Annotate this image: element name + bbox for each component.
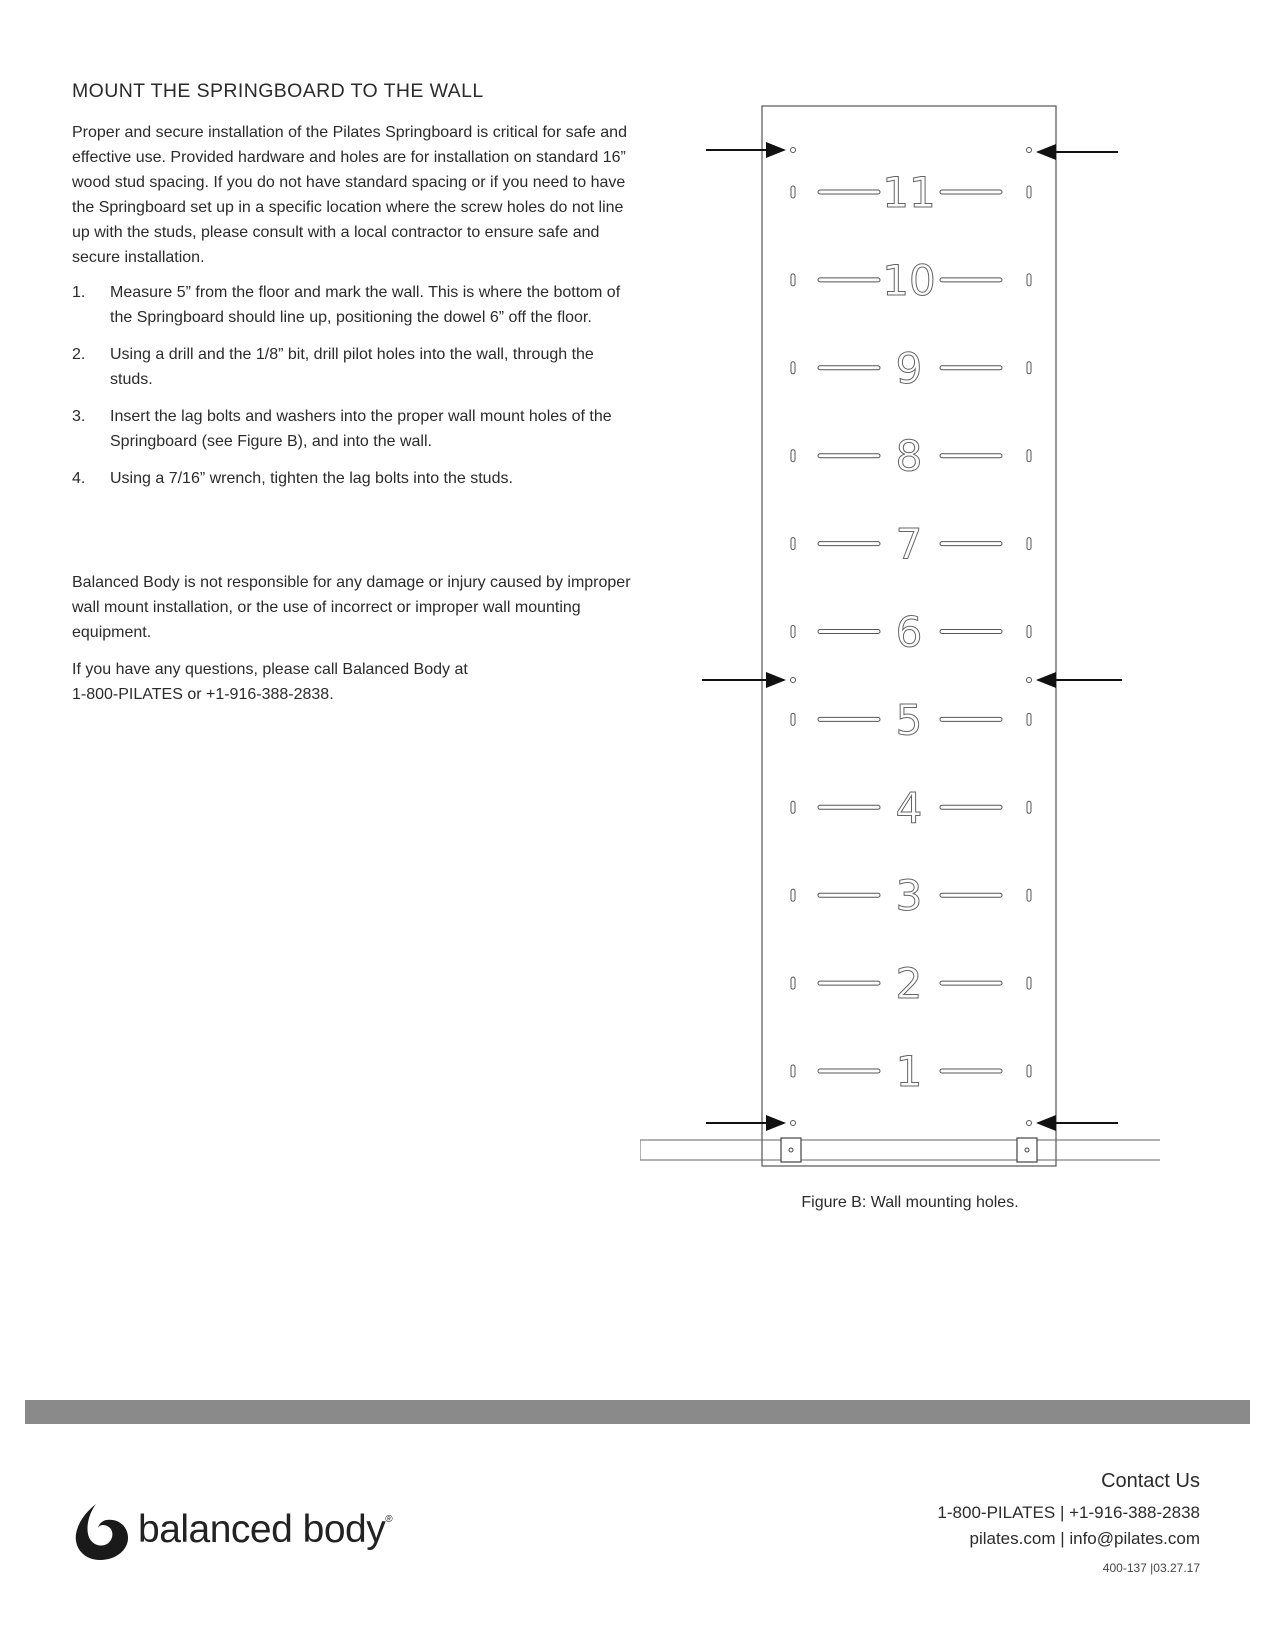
- footer-bar: [25, 1400, 1250, 1424]
- rung-bar: [940, 893, 1002, 897]
- rung-bar: [940, 278, 1002, 282]
- step-number: 1.: [72, 284, 86, 301]
- step-text: Using a 7/16” wrench, tighten the lag bolts into the studs.: [110, 470, 513, 487]
- rung-bar: [818, 366, 880, 370]
- dowel-bar: [640, 1138, 1160, 1162]
- rung-number: 6: [895, 607, 923, 657]
- hook-slot-icon: [791, 186, 795, 198]
- hook-slot-icon: [1027, 889, 1031, 901]
- rung-bar: [818, 717, 880, 721]
- rung-bar: [818, 805, 880, 809]
- hook-slot-icon: [791, 538, 795, 550]
- figure-caption: Figure B: Wall mounting holes.: [801, 1194, 1019, 1211]
- rung-1: [791, 1047, 1031, 1096]
- rung-bar: [818, 190, 880, 194]
- mounting-hole-icon: [791, 148, 796, 153]
- questions-paragraph: [72, 657, 632, 707]
- section-title: MOUNT THE SPRINGBOARD TO THE WALL: [72, 80, 484, 102]
- rung-2: [791, 959, 1031, 1008]
- brand-logo: [72, 1502, 412, 1562]
- rung-3: [791, 871, 1031, 920]
- hook-slot-icon: [791, 626, 795, 638]
- rung-number: 7: [895, 519, 923, 569]
- rung-number: 10: [882, 255, 936, 305]
- brand-name: balanced body: [138, 1508, 386, 1551]
- rung-bar: [818, 542, 880, 546]
- rung-9: [791, 344, 1031, 393]
- rung-bar: [940, 190, 1002, 194]
- hook-slot-icon: [791, 889, 795, 901]
- document-code: 400-137 |03.27.17: [1102, 1561, 1200, 1575]
- contact-web-email: pilates.com | info@pilates.com: [969, 1529, 1200, 1548]
- hook-slot-icon: [1027, 362, 1031, 374]
- hook-slot-icon: [791, 450, 795, 462]
- step-number: 2.: [72, 346, 86, 363]
- rung-4: [791, 783, 1031, 832]
- hook-slot-icon: [1027, 1065, 1031, 1077]
- rung-bar: [940, 366, 1002, 370]
- step-text: Insert the lag bolts and washers into the proper wall mount holes of the Springboard (see Figure B), and into the wall.: [110, 408, 612, 450]
- hook-slot-icon: [1027, 977, 1031, 989]
- contact-phones: 1-800-PILATES | +1-916-388-2838: [937, 1503, 1200, 1522]
- rung-8: [791, 432, 1031, 481]
- rung-5: [791, 695, 1031, 744]
- rung-number: 4: [895, 783, 923, 833]
- rung-bar: [940, 1069, 1002, 1073]
- rung-bar: [940, 630, 1002, 634]
- hook-slot-icon: [791, 713, 795, 725]
- rung-bar: [818, 981, 880, 985]
- dowel-bracket-left: [781, 1138, 801, 1162]
- hook-slot-icon: [1027, 450, 1031, 462]
- rung-number: 11: [882, 168, 936, 217]
- rung-bar: [940, 542, 1002, 546]
- hook-slot-icon: [791, 801, 795, 813]
- step-number: 3.: [72, 408, 86, 425]
- step-item: [72, 404, 632, 454]
- rung-bar: [818, 630, 880, 634]
- questions-line-1: If you have any questions, please call Balanced Body at: [72, 661, 468, 678]
- registered-mark: ®: [385, 1514, 393, 1525]
- hook-slot-icon: [1027, 801, 1031, 813]
- hook-slot-icon: [791, 362, 795, 374]
- disclaimer-paragraph: Balanced Body is not responsible for any damage or injury caused by improper wall mount installation, or the use of incorrect or improper wall mounting equipment.: [72, 574, 631, 641]
- hook-slot-icon: [791, 274, 795, 286]
- spring-rungs: [791, 168, 1031, 1096]
- rung-bar: [940, 717, 1002, 721]
- rung-bar: [940, 454, 1002, 458]
- rung-number: 2: [895, 959, 923, 1009]
- hook-slot-icon: [1027, 626, 1031, 638]
- rung-6: [791, 608, 1031, 657]
- balanced-body-logo-icon: [72, 1502, 130, 1562]
- rung-number: 9: [895, 343, 923, 393]
- rung-bar: [940, 805, 1002, 809]
- mounting-hole-icon: [791, 1121, 796, 1126]
- rung-bar: [940, 981, 1002, 985]
- rung-bar: [818, 893, 880, 897]
- step-number: 4.: [72, 470, 86, 487]
- step-text: Using a drill and the 1/8” bit, drill pilot holes into the wall, through the studs.: [110, 346, 594, 388]
- instruction-steps: [72, 280, 632, 503]
- rung-bar: [818, 454, 880, 458]
- hook-slot-icon: [1027, 186, 1031, 198]
- rung-bar: [818, 1069, 880, 1073]
- rung-number: 5: [895, 695, 923, 745]
- hook-slot-icon: [1027, 538, 1031, 550]
- rung-number: 1: [895, 1047, 923, 1096]
- brand-wordmark: [138, 1508, 392, 1552]
- rung-7: [791, 520, 1031, 569]
- rung-number: 3: [895, 871, 923, 921]
- mounting-hole-icon: [1027, 678, 1032, 683]
- step-item: [72, 280, 632, 330]
- rung-11: [791, 168, 1031, 217]
- contact-block: [937, 1470, 1200, 1575]
- hook-slot-icon: [791, 977, 795, 989]
- step-item: [72, 342, 632, 392]
- rung-10: [791, 256, 1031, 305]
- step-item: [72, 466, 632, 491]
- questions-phone-line: 1-800-PILATES or +1-916-388-2838.: [72, 686, 334, 703]
- hook-slot-icon: [791, 1065, 795, 1077]
- hook-slot-icon: [1027, 274, 1031, 286]
- rung-bar: [818, 278, 880, 282]
- rung-number: 8: [895, 431, 923, 481]
- hook-slot-icon: [1027, 713, 1031, 725]
- mounting-hole-icon: [1027, 148, 1032, 153]
- dowel-bracket-right: [1017, 1138, 1037, 1162]
- contact-title: Contact Us: [1101, 1470, 1200, 1492]
- step-text: Measure 5” from the floor and mark the wall. This is where the bottom of the Springboard should line up, positioning the dowel 6” off the floor.: [110, 284, 621, 326]
- intro-paragraph: Proper and secure installation of the Pilates Springboard is critical for safe and effective use. Provided hardware and holes are for installation on standard 16” wood stud spacing. If you do not have standard spacing or if you need to have the Springboard set up in a specific location where the screw holes do not line up with the studs, please consult with a local contractor to ensure safe and secure installation.: [72, 124, 627, 266]
- springboard-diagram: [640, 96, 1180, 1176]
- mounting-hole-icon: [1027, 1121, 1032, 1126]
- springboard-figure: [640, 96, 1180, 1176]
- mounting-hole-icon: [791, 678, 796, 683]
